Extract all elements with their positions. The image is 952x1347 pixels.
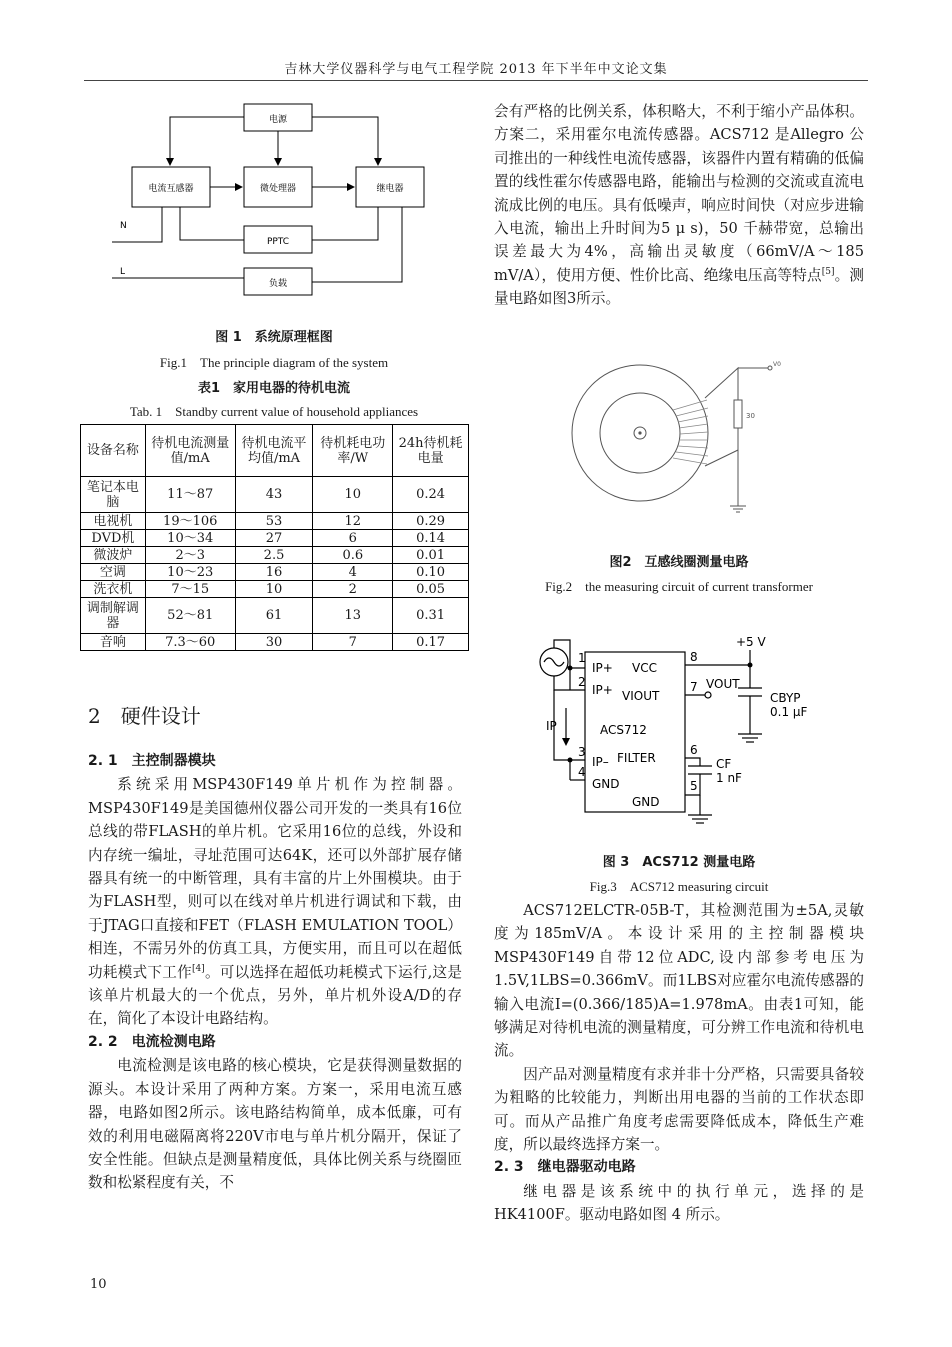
pptc-label: PPTC [266,237,290,247]
table-cell: 音响 [81,634,146,651]
section-2-1-title: 2. 1 主控制器模块 [88,753,216,769]
th-energy: 24h待机耗电量 [393,425,469,477]
table-cell: 6 [313,530,393,547]
fig3-caption-cn: 图 3 ACS712 测量电路 [602,855,756,870]
pin-num: 8 [690,650,698,664]
table-cell: 0.05 [393,581,469,598]
table-cell: 7.3～60 [145,634,235,651]
pin-num: 4 [578,765,586,779]
fig3-caption-en: Fig.3 ACS712 measuring circuit [589,879,769,894]
load-label: 负载 [268,279,288,289]
table-cell: 4 [313,564,393,581]
mcu-label: 微处理器 [259,184,297,194]
th-device: 设备名称 [81,425,146,477]
table-row [81,564,469,581]
th-measured: 待机电流测量值/mA [145,425,235,477]
pin-label: VCC [632,661,657,675]
vout-label: VOUT [706,677,740,691]
page-number: 10 [90,1277,107,1292]
paragraph [88,773,462,1030]
relay-label: 继电器 [376,184,404,194]
table-row [81,581,469,598]
pin-label: VIOUT [622,689,660,703]
th-power: 待机耗电功率/W [313,425,393,477]
pin-label: GND [592,777,620,791]
table-cell: 0.01 [393,547,469,564]
ref-5: [5] [821,266,835,277]
paragraph: 因产品对测量精度有求并非十分严格，只需要具备较为粗略的比较能力，判断出用电器的当前的工作状态即可。而从产品推广角度考虑需要降低成本，降低生产难度，所以最终选择方案一。 [494,1065,864,1154]
running-header: 吉林大学仪器科学与电气工程学院 2013 年下半年中文论文集 [284,62,668,77]
fig2-transformer-circuit [560,358,810,518]
table-cell: 10～23 [145,564,235,581]
table-cell: 2 [313,581,393,598]
table-cell: 2～3 [145,547,235,564]
section-2-3-title: 2. 3 继电器驱动电路 [494,1159,636,1176]
pin-label: GND [632,795,660,809]
r-text-b: 。测量电路如图3所示。 [494,266,864,308]
table-cell: 空调 [81,564,146,581]
table-cell: 52～81 [145,598,235,634]
cbyp-value: 0.1 μF [770,705,808,719]
table-cell: 0.10 [393,564,469,581]
table-cell: 0.14 [393,530,469,547]
table-cell: 61 [235,598,313,634]
table-row [81,530,469,547]
table-cell: 53 [235,513,313,530]
th-average: 待机电流平均值/mA [235,425,313,477]
table-cell: 0.6 [313,547,393,564]
pin-label: IP– [592,755,609,769]
left-column-text [88,750,462,1195]
fig1-block-diagram [112,98,432,303]
table-cell: 19～106 [145,513,235,530]
pin-num: 1 [578,651,586,665]
table-cell: 10 [313,477,393,513]
ref-4: [4] [191,963,205,974]
power-label: 电源 [268,115,288,125]
pin-num: 5 [690,779,698,793]
fig2-caption-en: Fig.2 the measuring circuit of current transformer [545,579,813,594]
table-cell: 16 [235,564,313,581]
pin-num: 7 [690,680,698,694]
pin-num: 2 [578,675,586,689]
chip-name: ACS712 [600,723,647,737]
ip-label: IP [546,719,557,733]
fig3-acs712-circuit [530,630,830,835]
table-cell: 7 [313,634,393,651]
cbyp-label: CBYP [770,691,801,705]
table-header-row [81,425,469,477]
n-label: N [120,221,127,231]
pin-num: 3 [578,745,586,759]
table-cell: 43 [235,477,313,513]
table-cell: 微波炉 [81,547,146,564]
table-row [81,598,469,634]
paragraph: ACS712ELCTR-05B-T，其检测范围为±5A,灵敏度为185mV/A。本设计采用的主控制器模块MSP430F149自带12位ADC,设内部参考电压为1.5V,1LBS=0.366mV。而1LBS对应霍尔电流传感器的输入电流I=(0.366/185)A=1.978mA。由表1可知，能够满足对待机电流的测量精度，可分辨工作电流和待机电流。 [494,902,864,1060]
section-2-2-title: 2. 2 电流检测电路 [88,1033,216,1050]
table-cell: 0.29 [393,513,469,530]
table1-caption-en: Tab. 1 Standby current value of household appliances [129,404,419,419]
table-row [81,634,469,651]
paragraph: 电流检测是该电路的核心模块，它是获得测量数据的源头。本设计采用了两种方案。方案一，采用电流互感器，电路如图2所示。该电路结构简单，成本低廉，可有效的利用电磁隔离将220V市电与单片机分隔开，保证了安全性能。但缺点是测量精度低，具体比例关系与绕圈匝数和松紧程度有关，不 [88,1057,462,1192]
table-cell: 13 [313,598,393,634]
table-cell: 0.17 [393,634,469,651]
cf-value: 1 nF [716,771,742,785]
table-cell: 11～87 [145,477,235,513]
pin-label: IP+ [592,683,613,697]
s21-text-a: 系统采用MSP430F149单片机作为控制器。MSP430F149是美国德州仪器公司开发的一类具有16位总线的带FLASH的单片机。它采用16位的总线，外设和内存统一编址，寻址范围可达64K，还可以外部扩展存储器具有统一的中断管理，具有丰富的片上外围模块。由于为FLASH型，则可以在线对单片机进行调试和下载，由于JTAG口直接和FET（FLASH EMULATION TOOL）相连，不需另外的仿真工具，方便实用，而且可以在超低功耗模式下工作 [88,776,462,981]
table-cell: 30 [235,634,313,651]
table-cell: 调制解调器 [81,598,146,634]
table-cell: 0.31 [393,598,469,634]
fig2-resistor-label: 30 [746,412,755,420]
table-cell: 10～34 [145,530,235,547]
pin-num: 6 [690,743,698,757]
right-column-text-bottom [494,899,864,1227]
table1-caption-cn: 表1 家用电器的待机电流 [197,381,351,396]
fig1-caption-cn: 图 1 系统原理框图 [215,330,333,345]
table-cell: DVD机 [81,530,146,547]
table-row [81,513,469,530]
table1 [80,424,469,651]
fig2-out-label: V0 [773,361,781,368]
section-2-title: 2 硬件设计 [88,704,201,728]
table-cell: 洗衣机 [81,581,146,598]
table-cell: 0.24 [393,477,469,513]
table-cell: 7～15 [145,581,235,598]
table-cell: 10 [235,581,313,598]
paragraph [494,100,864,311]
table-cell: 2.5 [235,547,313,564]
table-row [81,477,469,513]
table-cell: 笔记本电脑 [81,477,146,513]
l-label: L [120,267,126,277]
paragraph: 继电器是该系统中的执行单元，选择的是HK4100F。驱动电路如图 4 所示。 [494,1182,864,1224]
right-column-text-top [494,100,864,311]
r-text-a: 会有严格的比例关系，体积略大，不利于缩小产品体积。方案二，采用霍尔电流传感器。ACS712 是Allegro 公司推出的一种线性电流传感器，该器件内置有精确的低偏置的线性霍尔传感器电路，能输出与检测的交流或直流电流成比例的电压。具有低噪声，响应时间快（对应步进输入电流，输出上升时间为5 μ s)，50 千赫带宽，总输出误差最大为4%，高输出灵敏度（66mV/A～185 mV/A），使用方便、性价比高、绝缘电压高等特点 [494,103,864,284]
pin-label: IP+ [592,661,613,675]
table-cell: 27 [235,530,313,547]
table-cell: 12 [313,513,393,530]
pin-label: FILTER [617,751,656,765]
fig1-caption-en: Fig.1 The principle diagram of the system [159,355,389,370]
header-rule [84,80,868,81]
supply-label: +5 V [736,635,766,649]
s21-text-b: 。可以选择在超低功耗模式下运行,这是该单片机最大的一个优点，另外，单片机外设A/D的存在，简化了本设计电路结构。 [88,963,462,1028]
ct-label: 电流互感器 [148,184,194,194]
table-row [81,547,469,564]
fig2-caption-cn: 图2 互感线圈测量电路 [609,555,749,570]
table-cell: 电视机 [81,513,146,530]
cf-label: CF [716,757,732,771]
